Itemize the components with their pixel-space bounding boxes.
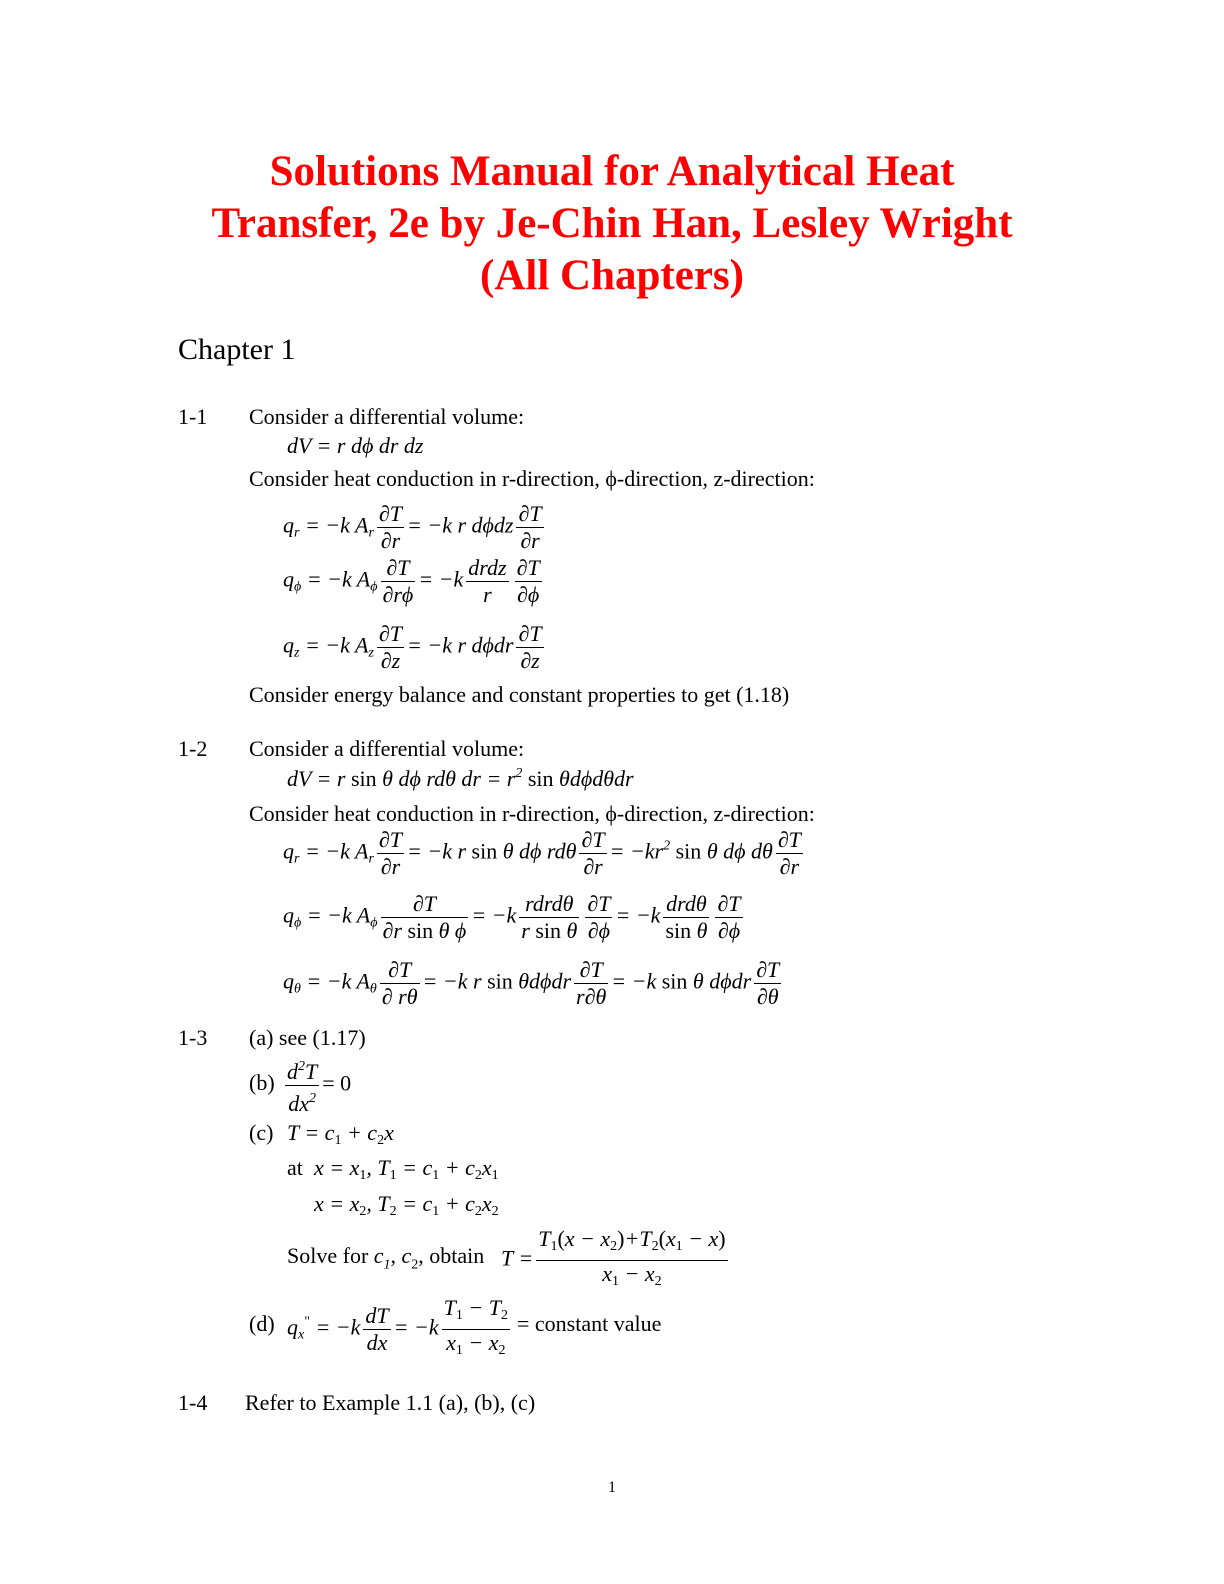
- chapter-heading: Chapter 1: [178, 333, 296, 366]
- problem-1-4-text: Refer to Example 1.1 (a), (b), (c): [245, 1390, 536, 1415]
- problem-1-1-conduction-text: Consider heat conduction in r-direction, ϕ-direction, z-direction:: [249, 466, 815, 491]
- equation-heat-flux: $q_x^" = -k$ $\frac{dT}{dx}$ = −k $\frac{T_1 - T_2}{x_1 - x_2}$: [287, 1295, 508, 1358]
- equation-boundary-1: $x = x_1$, $T_1 = c_1 + c_2x_1$: [314, 1155, 499, 1183]
- problem-number-1-4: 1-4: [178, 1390, 208, 1415]
- page-number: 1: [608, 1479, 616, 1496]
- constant-value-text: = constant value: [517, 1311, 662, 1336]
- problem-1-2-intro: Consider a differential volume:: [249, 736, 525, 761]
- equation-q-phi-cylindrical: $q_\phi = -k$ $A_\phi$ $\frac{\partial T}{\partial r\phi}$ = −k $\frac{\text{drdz}}{r}$ $\frac{\partial T}{\partial\phi}$: [283, 555, 540, 607]
- equation-q-r-spherical: $q_r = -k$ $A_r$ $\frac{\partial T}{\partial r}$ = −k r sin θ dϕ rdθ $\frac{\partial T}{\partial r}$ = $-kr^2$ sin θ dϕ dθ $\frac{\partial T}{\partial r}$: [283, 827, 801, 879]
- equation-q-z-cylindrical: $q_z = -k$ $A_z$ $\frac{\partial T}{\partial z}$ = −k r dϕdr $\frac{\partial T}{\partial z}$: [283, 621, 542, 673]
- equation-q-phi-spherical: $q_\phi = -k$ $A_\phi$ $\frac{\partial T}{\text{∂r sin θ ϕ}}$ = −k $\frac{\text{rdrdθ}}{\text{r sin θ}}$ $\frac{\partial T}{\partial\phi}$ = −k $\frac{\text{drdθ}}{\text{sin θ}}$ $\frac{\partial T}{\partial\phi}$: [283, 891, 741, 943]
- problem-1-3-part-a: (a) see (1.17): [249, 1025, 366, 1050]
- equation-dV-cylindrical: dV = r dϕ dr dz: [287, 433, 424, 458]
- problem-1-1-intro: Consider a differential volume:: [249, 404, 525, 429]
- problem-1-3-part-b-label: (b): [249, 1070, 275, 1095]
- title-line-1: Solutions Manual for Analytical Heat: [269, 148, 955, 195]
- problem-number-1-2: 1-2: [178, 736, 208, 761]
- equation-q-r-cylindrical: $q_r = -k$ $A_r$ $\frac{\partial T}{\partial r}$ = −k r dϕdz $\frac{\partial T}{\partial r}$: [283, 501, 542, 553]
- problem-1-3-part-c-label: (c): [249, 1120, 274, 1145]
- at-label: at: [287, 1155, 303, 1180]
- problem-number-1-3: 1-3: [178, 1025, 208, 1050]
- problem-1-1-conclusion: Consider energy balance and constant properties to get (1.18): [249, 682, 790, 707]
- equation-temperature-solution: T = $\frac{T_1(x - x_2)+T_2(x_1 - x)}{x_1 - x_2}$: [501, 1226, 726, 1289]
- problem-number-1-1: 1-1: [178, 404, 208, 429]
- problem-1-2-conduction-text: Consider heat conduction in r-direction, ϕ-direction, z-direction:: [249, 801, 815, 826]
- title-line-3: (All Chapters): [480, 252, 744, 299]
- title-line-2: Transfer, 2e by Je-Chin Han, Lesley Wright: [211, 200, 1013, 247]
- problem-1-3-part-d-label: (d): [249, 1311, 275, 1336]
- solve-for-label: Solve for $c_1$, $c_2$, obtain: [287, 1243, 485, 1273]
- equation-linear-profile: $T = c_1 + c_2x$: [287, 1120, 394, 1148]
- equation-second-derivative: $\frac{d^2T}{dx^2}$ = 0: [282, 1054, 351, 1117]
- equation-dV-spherical: dV = r sin θ dϕ rdθ dr = $r^2$ sin θdϕdθdr: [287, 766, 634, 791]
- equation-boundary-2: $x = x_2$, $T_2 = c_1 + c_2x_2$: [314, 1191, 499, 1219]
- equation-q-theta-spherical: $q_\theta = -k$ $A_\theta$ $\frac{\partial T}{\partial r\theta}$ = −k r sin θdϕdr $\frac{\partial T}{r\partial\theta}$ = −k sin θ dϕdr $\frac{\partial T}{\partial\theta}$: [283, 957, 780, 1009]
